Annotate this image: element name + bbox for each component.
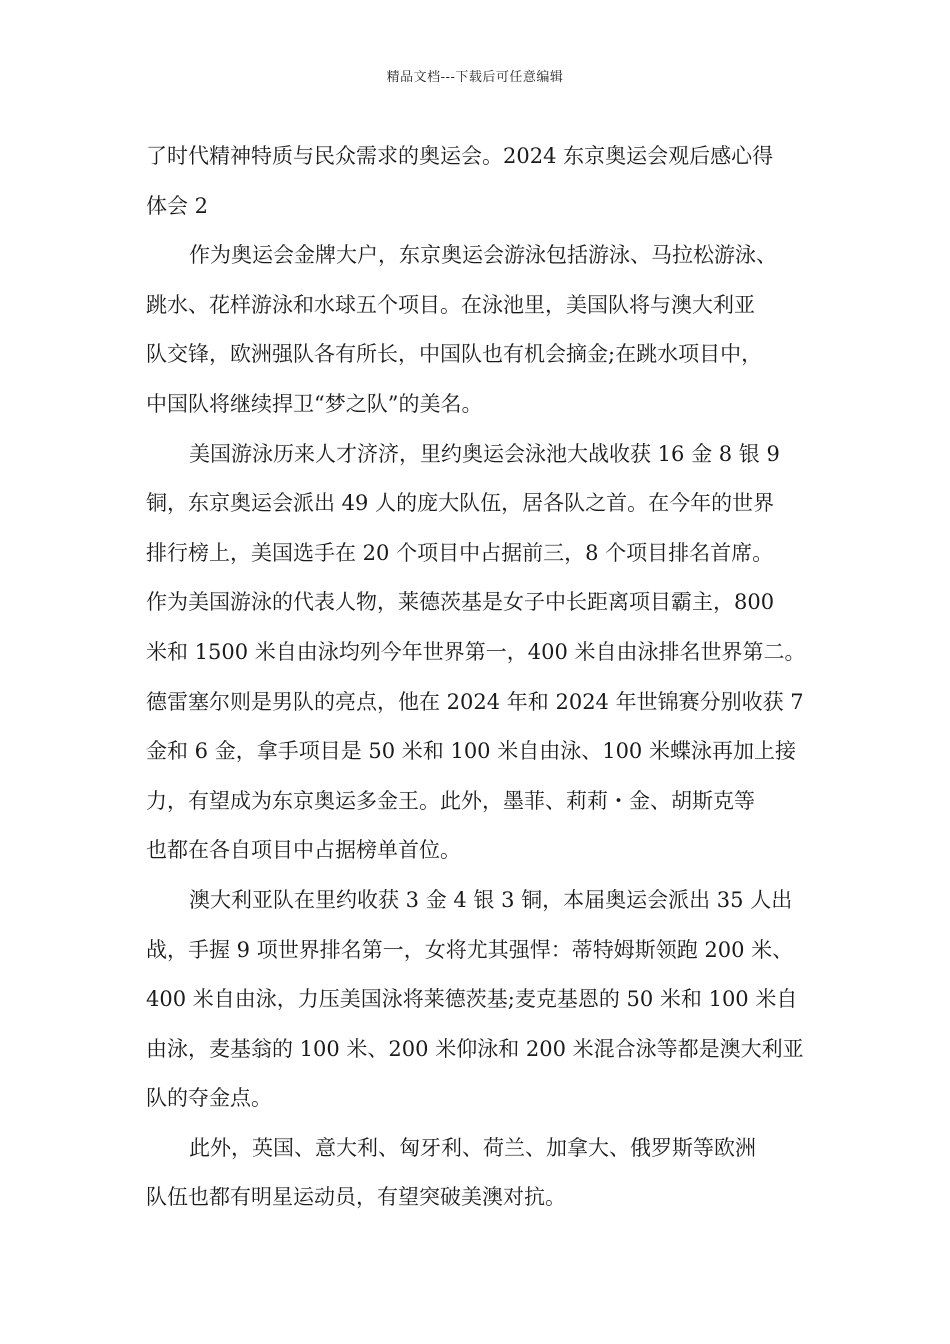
text-line: 了时代精神特质与民众需求的奥运会。2024 东京奥运会观后感心得 (146, 144, 774, 168)
text-line: 排行榜上，美国选手在 20 个项目中占据前三，8 个项目排名首席。 (146, 540, 774, 565)
text-line: 队交锋，欧洲强队各有所长，中国队也有机会摘金;在跳水项目中， (146, 342, 763, 367)
text-line: 跳水、花样游泳和水球五个项目。在泳池里，美国队将与澳大利亚 (146, 292, 755, 317)
text-line: 战，手握 9 项世界排名第一，女将尤其强悍：蒂特姆斯领跑 200 米、 (146, 937, 794, 962)
page-header: 精品文档---下载后可任意编辑 (386, 70, 564, 85)
paragraph-start-line: 作为奥运会金牌大户，东京奥运会游泳包括游泳、马拉松游泳、 (189, 243, 777, 268)
paragraph-start-line: 此外，英国、意大利、匈牙利、荷兰、加拿大、俄罗斯等欧洲 (189, 1135, 756, 1160)
document-body (146, 132, 818, 1223)
text-line: 金和 6 金，拿手项目是 50 米和 100 米自由泳、100 米蝶泳再加上接 (146, 739, 796, 764)
text-line: 也都在各自项目中占据榜单首位。 (146, 838, 461, 863)
text-line: 由泳，麦基翁的 100 米、200 米仰泳和 200 米混合泳等都是澳大利亚 (146, 1036, 804, 1061)
paragraph-start-line: 澳大利亚队在里约收获 3 金 4 银 3 铜，本届奥运会派出 35 人出 (189, 887, 793, 912)
text-line: 400 米自由泳，力压美国泳将莱德茨基;麦克基恩的 50 米和 100 米自 (146, 987, 798, 1012)
text-line: 铜，东京奥运会派出 49 人的庞大队伍，居各队之首。在今年的世界 (146, 491, 775, 516)
text-line: 队的夺金点。 (146, 1086, 272, 1111)
text-line: 中国队将继续捍卫“梦之队”的美名。 (146, 391, 483, 416)
text-line: 德雷塞尔则是男队的亮点，他在 2024 年和 2024 年世锦赛分别收获 7 (146, 689, 804, 714)
text-line: 作为美国游泳的代表人物，莱德茨基是女子中长距离项目霸主，800 (146, 590, 775, 615)
paragraph-start-line: 美国游泳历来人才济济，里约奥运会泳池大战收获 16 金 8 银 9 (189, 441, 780, 466)
text-line: 米和 1500 米自由泳均列今年世界第一，400 米自由泳排名世界第二。 (146, 639, 806, 664)
text-line: 力，有望成为东京奥运多金王。此外，墨菲、莉莉・金、胡斯克等 (146, 788, 755, 813)
text-line: 体会 2 (146, 193, 209, 218)
text-line: 队伍也都有明星运动员，有望突破美澳对抗。 (146, 1185, 566, 1210)
